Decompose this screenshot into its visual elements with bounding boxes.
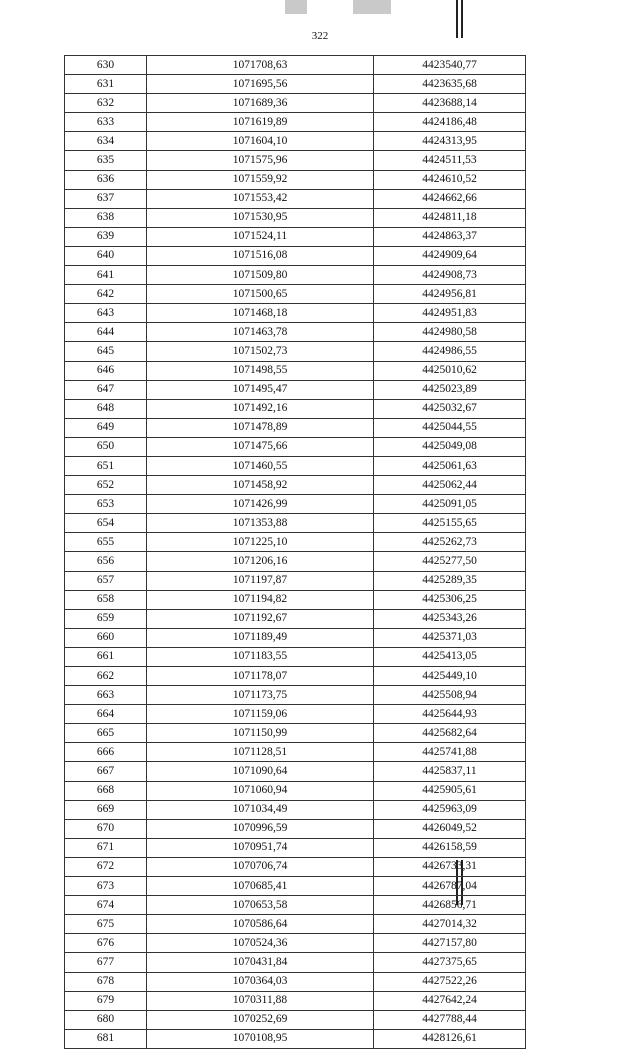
table-row	[65, 896, 526, 915]
cell-y: 4424186,48	[374, 113, 526, 132]
table-body	[65, 56, 526, 1049]
cell-y: 4425963,09	[374, 800, 526, 819]
scan-artifact-right	[353, 0, 391, 14]
cell-y: 4424610,52	[374, 170, 526, 189]
cell-point: 671	[65, 838, 147, 857]
cell-y: 4425061,63	[374, 456, 526, 475]
cell-x: 1071128,51	[147, 743, 374, 762]
cell-x: 1071458,92	[147, 476, 374, 495]
cell-point: 630	[65, 56, 147, 75]
table-row	[65, 266, 526, 285]
cell-point: 674	[65, 896, 147, 915]
table-row	[65, 1029, 526, 1048]
cell-y: 4425049,08	[374, 437, 526, 456]
table-row	[65, 304, 526, 323]
cell-y: 4425010,62	[374, 361, 526, 380]
cell-y: 4425371,03	[374, 628, 526, 647]
cell-y: 4425837,11	[374, 762, 526, 781]
cell-point: 667	[65, 762, 147, 781]
cell-x: 1071575,96	[147, 151, 374, 170]
cell-point: 633	[65, 113, 147, 132]
cell-y: 4425741,88	[374, 743, 526, 762]
cell-x: 1070311,88	[147, 991, 374, 1010]
cell-x: 1071530,95	[147, 208, 374, 227]
table-row	[65, 877, 526, 896]
cell-point: 651	[65, 456, 147, 475]
cell-y: 4424951,83	[374, 304, 526, 323]
table-row	[65, 132, 526, 151]
cell-y: 4423635,68	[374, 75, 526, 94]
table-row	[65, 514, 526, 533]
cell-y: 4425343,26	[374, 609, 526, 628]
cell-x: 1070996,59	[147, 819, 374, 838]
cell-point: 665	[65, 724, 147, 743]
table-row	[65, 762, 526, 781]
cell-y: 4424662,66	[374, 189, 526, 208]
cell-y: 4423688,14	[374, 94, 526, 113]
cell-point: 646	[65, 361, 147, 380]
cell-point: 669	[65, 800, 147, 819]
cell-y: 4425449,10	[374, 667, 526, 686]
table-row	[65, 647, 526, 666]
cell-point: 642	[65, 285, 147, 304]
table-row	[65, 609, 526, 628]
cell-x: 1071619,89	[147, 113, 374, 132]
table-row	[65, 361, 526, 380]
cell-x: 1070706,74	[147, 857, 374, 876]
table-row	[65, 94, 526, 113]
cell-y: 4425413,05	[374, 647, 526, 666]
cell-x: 1071516,08	[147, 246, 374, 265]
cell-point: 634	[65, 132, 147, 151]
cell-point: 661	[65, 647, 147, 666]
table-row	[65, 342, 526, 361]
table-row	[65, 399, 526, 418]
table-row	[65, 227, 526, 246]
table-row	[65, 552, 526, 571]
table-row	[65, 953, 526, 972]
table-row	[65, 590, 526, 609]
table-row	[65, 915, 526, 934]
cell-y: 4425023,89	[374, 380, 526, 399]
table-row	[65, 781, 526, 800]
cell-y: 4423540,77	[374, 56, 526, 75]
cell-x: 1071225,10	[147, 533, 374, 552]
cell-point: 673	[65, 877, 147, 896]
cell-x: 1071189,49	[147, 628, 374, 647]
table-row	[65, 418, 526, 437]
cell-y: 4426787,04	[374, 877, 526, 896]
cell-y: 4427522,26	[374, 972, 526, 991]
cell-y: 4425062,44	[374, 476, 526, 495]
cell-point: 670	[65, 819, 147, 838]
cell-point: 637	[65, 189, 147, 208]
cell-x: 1071498,55	[147, 361, 374, 380]
table-row	[65, 56, 526, 75]
cell-x: 1071206,16	[147, 552, 374, 571]
cell-y: 4427014,32	[374, 915, 526, 934]
cell-y: 4427375,65	[374, 953, 526, 972]
cell-point: 652	[65, 476, 147, 495]
cell-y: 4426856,71	[374, 896, 526, 915]
table-row	[65, 285, 526, 304]
cell-x: 1071150,99	[147, 724, 374, 743]
table-row	[65, 838, 526, 857]
cell-x: 1070586,64	[147, 915, 374, 934]
table-row	[65, 743, 526, 762]
table-row	[65, 533, 526, 552]
cell-point: 639	[65, 227, 147, 246]
cell-x: 1071495,47	[147, 380, 374, 399]
cell-y: 4425306,25	[374, 590, 526, 609]
table-row	[65, 495, 526, 514]
cell-y: 4424909,64	[374, 246, 526, 265]
cell-x: 1071478,89	[147, 418, 374, 437]
cell-x: 1071689,36	[147, 94, 374, 113]
table-row	[65, 800, 526, 819]
table-row	[65, 75, 526, 94]
cell-point: 631	[65, 75, 147, 94]
cell-y: 4425262,73	[374, 533, 526, 552]
cell-x: 1070364,03	[147, 972, 374, 991]
cell-x: 1070524,36	[147, 934, 374, 953]
cell-point: 666	[65, 743, 147, 762]
table-row	[65, 456, 526, 475]
table-row	[65, 113, 526, 132]
cell-x: 1071090,64	[147, 762, 374, 781]
cell-point: 672	[65, 857, 147, 876]
cell-point: 679	[65, 991, 147, 1010]
cell-point: 678	[65, 972, 147, 991]
cell-x: 1071183,55	[147, 647, 374, 666]
cell-point: 648	[65, 399, 147, 418]
cell-x: 1071173,75	[147, 686, 374, 705]
table-row	[65, 724, 526, 743]
cell-point: 657	[65, 571, 147, 590]
cell-point: 662	[65, 667, 147, 686]
cell-x: 1071178,07	[147, 667, 374, 686]
cell-x: 1071426,99	[147, 495, 374, 514]
cell-y: 4425289,35	[374, 571, 526, 590]
cell-point: 681	[65, 1029, 147, 1048]
table-row	[65, 476, 526, 495]
cell-x: 1071553,42	[147, 189, 374, 208]
cell-point: 645	[65, 342, 147, 361]
cell-x: 1071194,82	[147, 590, 374, 609]
table-row	[65, 170, 526, 189]
cell-point: 660	[65, 628, 147, 647]
cell-point: 655	[65, 533, 147, 552]
cell-y: 4425091,05	[374, 495, 526, 514]
cell-y: 4424313,95	[374, 132, 526, 151]
cell-y: 4427157,80	[374, 934, 526, 953]
cell-point: 643	[65, 304, 147, 323]
cell-y: 4424908,73	[374, 266, 526, 285]
cell-point: 640	[65, 246, 147, 265]
cell-y: 4424956,81	[374, 285, 526, 304]
cell-point: 649	[65, 418, 147, 437]
table-row	[65, 628, 526, 647]
cell-x: 1071604,10	[147, 132, 374, 151]
cell-point: 675	[65, 915, 147, 934]
cell-x: 1071192,67	[147, 609, 374, 628]
cell-point: 677	[65, 953, 147, 972]
cell-y: 4425508,94	[374, 686, 526, 705]
cell-y: 4425682,64	[374, 724, 526, 743]
cell-x: 1070431,84	[147, 953, 374, 972]
cell-y: 4426733,31	[374, 857, 526, 876]
cell-x: 1071509,80	[147, 266, 374, 285]
cell-x: 1071559,92	[147, 170, 374, 189]
table-row	[65, 686, 526, 705]
cell-point: 632	[65, 94, 147, 113]
cell-point: 680	[65, 1010, 147, 1029]
cell-y: 4427788,44	[374, 1010, 526, 1029]
cell-x: 1071197,87	[147, 571, 374, 590]
table-row	[65, 208, 526, 227]
cell-point: 647	[65, 380, 147, 399]
cell-x: 1071524,11	[147, 227, 374, 246]
cell-point: 641	[65, 266, 147, 285]
table-row	[65, 323, 526, 342]
cell-y: 4424511,53	[374, 151, 526, 170]
table-row	[65, 1010, 526, 1029]
cell-x: 1071492,16	[147, 399, 374, 418]
cell-point: 664	[65, 705, 147, 724]
table-row	[65, 991, 526, 1010]
cell-x: 1070951,74	[147, 838, 374, 857]
cell-y: 4427642,24	[374, 991, 526, 1010]
table-row	[65, 571, 526, 590]
cell-point: 663	[65, 686, 147, 705]
cell-y: 4426158,59	[374, 838, 526, 857]
cell-y: 4425032,67	[374, 399, 526, 418]
cell-x: 1071159,06	[147, 705, 374, 724]
cell-y: 4426049,52	[374, 819, 526, 838]
coordinates-table	[64, 55, 526, 1049]
cell-x: 1071060,94	[147, 781, 374, 800]
cell-point: 636	[65, 170, 147, 189]
cell-x: 1071468,18	[147, 304, 374, 323]
cell-point: 658	[65, 590, 147, 609]
table-row	[65, 705, 526, 724]
table-row	[65, 857, 526, 876]
cell-x: 1071708,63	[147, 56, 374, 75]
cell-x: 1070685,41	[147, 877, 374, 896]
cell-x: 1071034,49	[147, 800, 374, 819]
cell-point: 676	[65, 934, 147, 953]
cell-x: 1071475,66	[147, 437, 374, 456]
cell-y: 4424980,58	[374, 323, 526, 342]
table-row	[65, 189, 526, 208]
cell-point: 653	[65, 495, 147, 514]
cell-x: 1070108,95	[147, 1029, 374, 1048]
cell-y: 4428126,61	[374, 1029, 526, 1048]
cell-point: 644	[65, 323, 147, 342]
page-number: 322	[311, 30, 329, 42]
cell-point: 656	[65, 552, 147, 571]
cell-y: 4425277,50	[374, 552, 526, 571]
table-row	[65, 667, 526, 686]
cell-x: 1071460,55	[147, 456, 374, 475]
cell-y: 4425644,93	[374, 705, 526, 724]
cell-y: 4425905,61	[374, 781, 526, 800]
cell-x: 1071695,56	[147, 75, 374, 94]
cell-x: 1071353,88	[147, 514, 374, 533]
cell-point: 654	[65, 514, 147, 533]
cell-point: 638	[65, 208, 147, 227]
cell-y: 4424986,55	[374, 342, 526, 361]
cell-y: 4425044,55	[374, 418, 526, 437]
table-row	[65, 934, 526, 953]
table-row	[65, 972, 526, 991]
scan-artifact-left	[285, 0, 307, 14]
cell-point: 650	[65, 437, 147, 456]
table-row	[65, 246, 526, 265]
cell-point: 659	[65, 609, 147, 628]
table-row	[65, 437, 526, 456]
table-row	[65, 151, 526, 170]
cell-x: 1070252,69	[147, 1010, 374, 1029]
cell-y: 4425155,65	[374, 514, 526, 533]
cell-x: 1071500,65	[147, 285, 374, 304]
cell-point: 668	[65, 781, 147, 800]
cell-y: 4424811,18	[374, 208, 526, 227]
cell-x: 1071463,78	[147, 323, 374, 342]
table-row	[65, 380, 526, 399]
cell-x: 1070653,58	[147, 896, 374, 915]
cell-y: 4424863,37	[374, 227, 526, 246]
table-row	[65, 819, 526, 838]
cell-point: 635	[65, 151, 147, 170]
cell-x: 1071502,73	[147, 342, 374, 361]
